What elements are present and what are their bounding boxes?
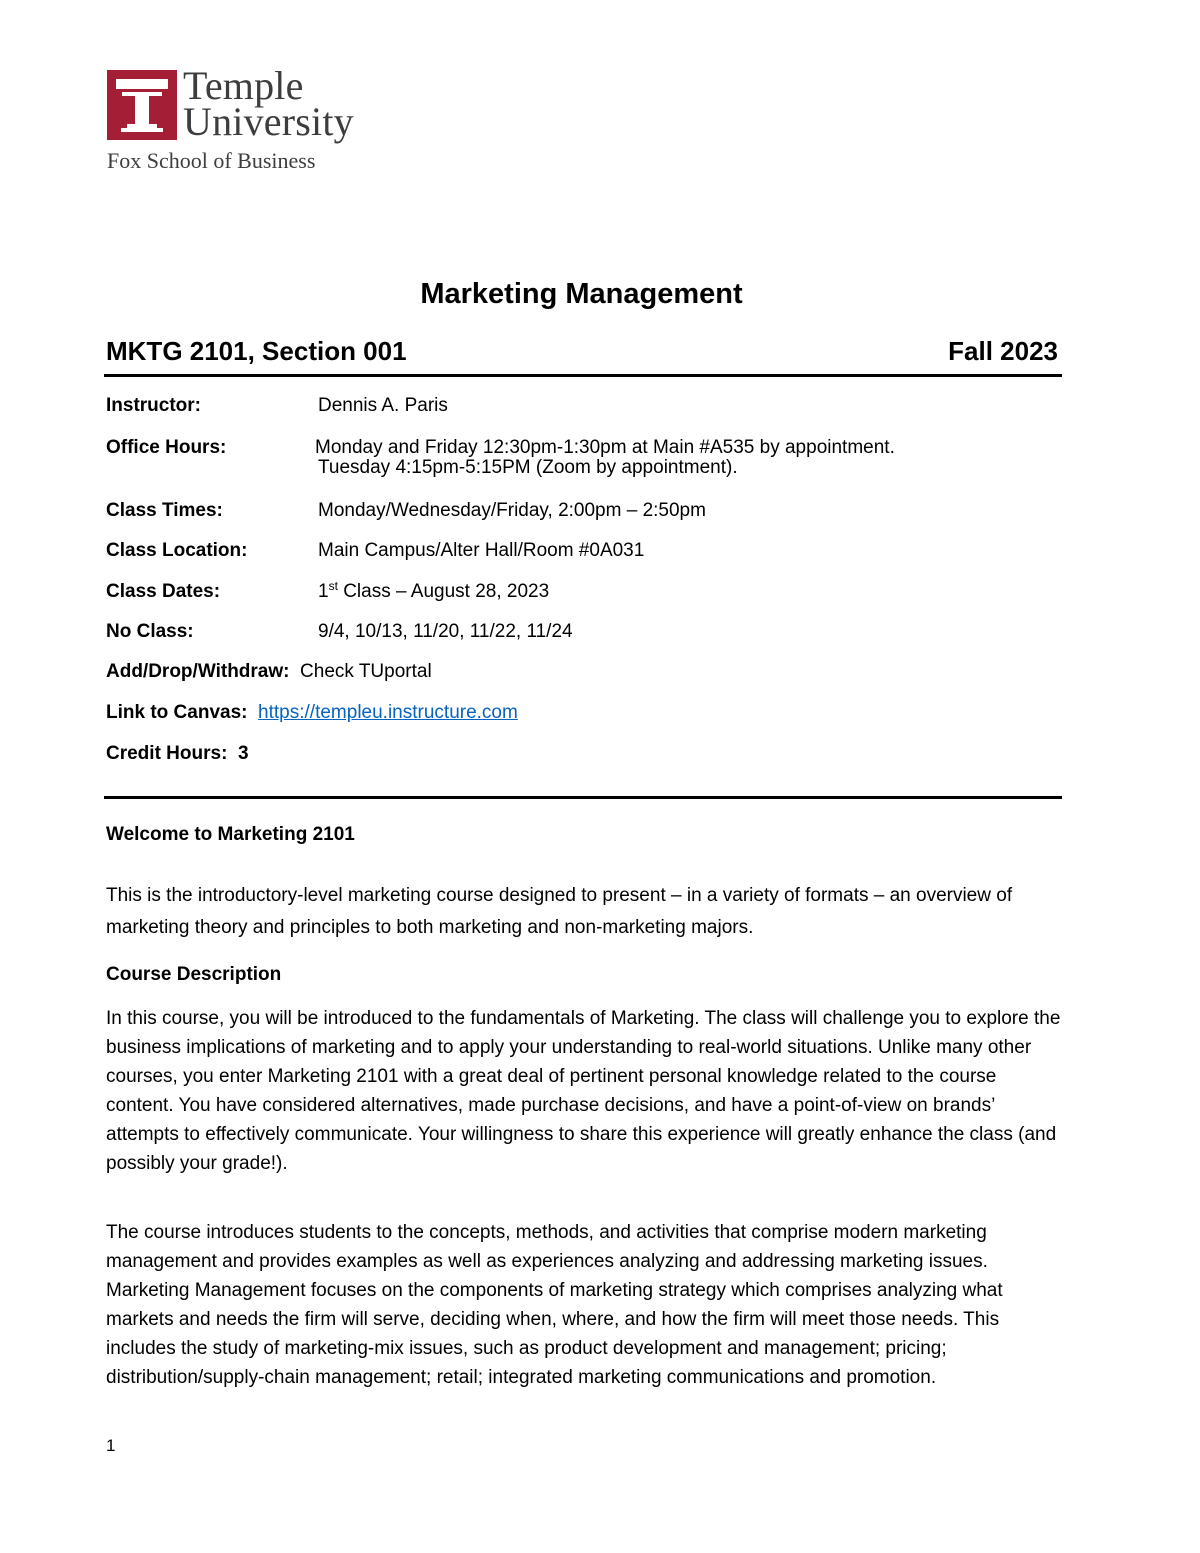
course-description-heading: Course Description <box>106 964 282 985</box>
class-dates-value <box>318 581 549 603</box>
canvas-label: Link to Canvas: <box>106 702 248 723</box>
temple-t-icon <box>107 70 177 140</box>
course-description-paragraph-2: The course introduces students to the concepts, methods, and activities that comprise modern marketing management and provides examples as well as experiences analyzing and addressing marketing issues. Marketing Management focuses on the components of marketing strategy which comprises analyzing what markets and needs the firm will serve, deciding when, where, and how the firm will meet those needs. This includes the study of marketing-mix issues, such as product development and management; pricing; distribution/supply-chain management; retail; integrated marketing communications and promotion. <box>106 1222 1003 1388</box>
office-hours-value-line2: Tuesday 4:15pm-5:15PM (Zoom by appointment). <box>318 457 738 478</box>
temple-university-logo <box>107 63 397 180</box>
credit-hours-value: 3 <box>237 743 249 764</box>
page-title: Marketing Management <box>420 278 743 310</box>
credit-hours-row <box>106 743 249 765</box>
class-dates-ordinal: st <box>328 579 338 593</box>
divider-bottom <box>104 796 1062 799</box>
divider-top <box>104 374 1062 377</box>
logo-wordmark-temple: Temple <box>183 63 304 108</box>
instructor-value: Dennis A. Paris <box>318 395 448 416</box>
welcome-paragraph: This is the introductory-level marketing course designed to present – in a variety of formats – an overview of marketing theory and principles to both marketing and non-marketing majors. <box>106 885 1013 938</box>
add-drop-label: Add/Drop/Withdraw: <box>106 661 290 682</box>
welcome-heading: Welcome to Marketing 2101 <box>106 824 355 845</box>
add-drop-row <box>106 661 432 683</box>
instructor-label: Instructor: <box>106 395 201 416</box>
class-location-value: Main Campus/Alter Hall/Room #0A031 <box>318 540 645 561</box>
page-number: 1 <box>106 1436 116 1455</box>
class-dates-text: Class – August 28, 2023 <box>337 581 550 602</box>
course-code: MKTG 2101, Section 001 <box>106 336 407 366</box>
class-times-value: Monday/Wednesday/Friday, 2:00pm – 2:50pm <box>318 500 706 521</box>
class-dates-number: 1 <box>318 581 329 602</box>
no-class-label: No Class: <box>106 621 194 642</box>
credit-hours-label: Credit Hours: <box>106 743 228 764</box>
canvas-row <box>106 702 518 724</box>
logo-school-name: Fox School of Business <box>107 148 316 173</box>
office-hours-value-line1: Monday and Friday 12:30pm-1:30pm at Main #A535 by appointment. <box>315 437 895 458</box>
logo-wordmark-university: University <box>183 99 354 144</box>
add-drop-value: Check TUportal <box>300 661 432 682</box>
canvas-link[interactable]: https://templeu.instructure.com <box>258 702 518 723</box>
term-label: Fall 2023 <box>948 336 1058 366</box>
class-times-label: Class Times: <box>106 500 223 521</box>
class-location-label: Class Location: <box>106 540 248 561</box>
office-hours-label: Office Hours: <box>106 437 227 458</box>
no-class-value: 9/4, 10/13, 11/20, 11/22, 11/24 <box>318 621 573 642</box>
course-description-paragraph-1: In this course, you will be introduced to the fundamentals of Marketing. The class will challenge you to explore the business implications of marketing and to apply your understanding to real-world situations. Unlike many other courses, you enter Marketing 2101 with a great deal of pertinent personal knowledge related to the course content. You have considered alternatives, made purchase decisions, and have a point-of-view on brands’ attempts to effectively communicate. Your willingness to share this experience will greatly enhance the class (and possibly your grade!). <box>106 1008 1061 1174</box>
class-dates-label: Class Dates: <box>106 581 221 602</box>
